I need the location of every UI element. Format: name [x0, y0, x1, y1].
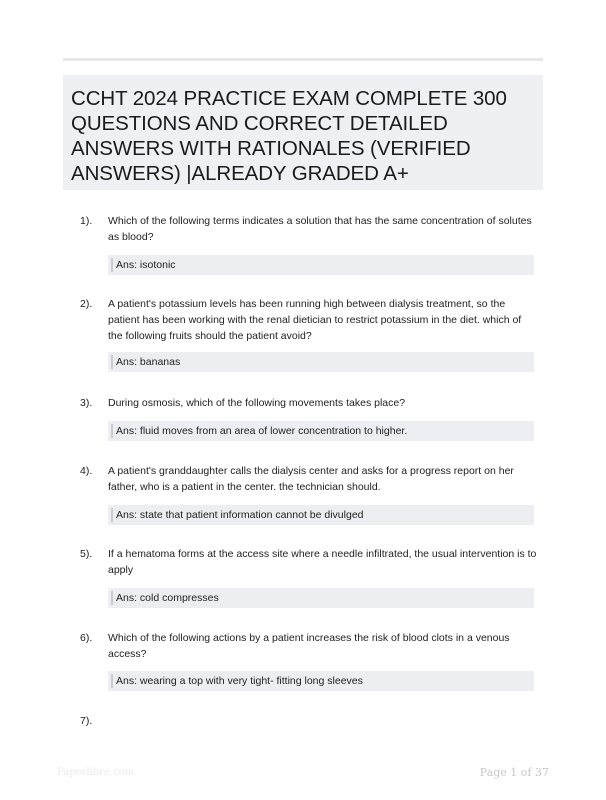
question-number: 5). — [80, 548, 93, 560]
question-number: 7). — [80, 715, 93, 727]
question-text: Which of the following terms indicates a solution that has the same concentration of solutes as blood? — [108, 215, 532, 243]
question-text: A patient's potassium levels has been running high between dialysis treatment, so the patient has been working with the renal dietician to restrict potassium in the diet. which of the following fruits should the patient avoid? — [108, 298, 522, 342]
question-text: Which of the following actions by a patient increases the risk of blood clots in a venous access? — [108, 632, 510, 660]
answer-box: Ans: fluid moves from an area of lower concentration to higher. — [108, 421, 534, 441]
document-title: CCHT 2024 PRACTICE EXAM COMPLETE 300 QUESTIONS AND CORRECT DETAILED ANSWERS WITH RATIONALES (VERIFIED ANSWERS) |ALREADY GRADED A+ — [71, 87, 507, 185]
question-number: 2). — [80, 298, 93, 310]
question-text: During osmosis, which of the following movements takes place? — [108, 397, 406, 409]
question-text: A patient's granddaughter calls the dialysis center and asks for a progress report on her father, who is a patient in the center. the technician should. — [108, 465, 514, 493]
question-number: 4). — [80, 465, 93, 477]
question-number: 1). — [80, 215, 93, 227]
answer-box: Ans: cold compresses — [108, 588, 534, 608]
answer-box: Ans: isotonic — [108, 255, 534, 275]
question-text: If a hematoma forms at the access site where a needle infiltrated, the usual intervention is to apply — [108, 548, 537, 576]
question-number: 3). — [80, 397, 93, 409]
answer-box: Ans: state that patient information cannot be divulged — [108, 505, 534, 525]
question-number: 6). — [80, 632, 93, 644]
answer-box: Ans: wearing a top with very tight- fitting long sleeves — [108, 671, 534, 691]
footer-watermark: Paperlibre.com — [57, 767, 135, 778]
answer-box: Ans: bananas — [108, 352, 534, 372]
page-indicator: Page 1 of 37 — [479, 766, 549, 779]
